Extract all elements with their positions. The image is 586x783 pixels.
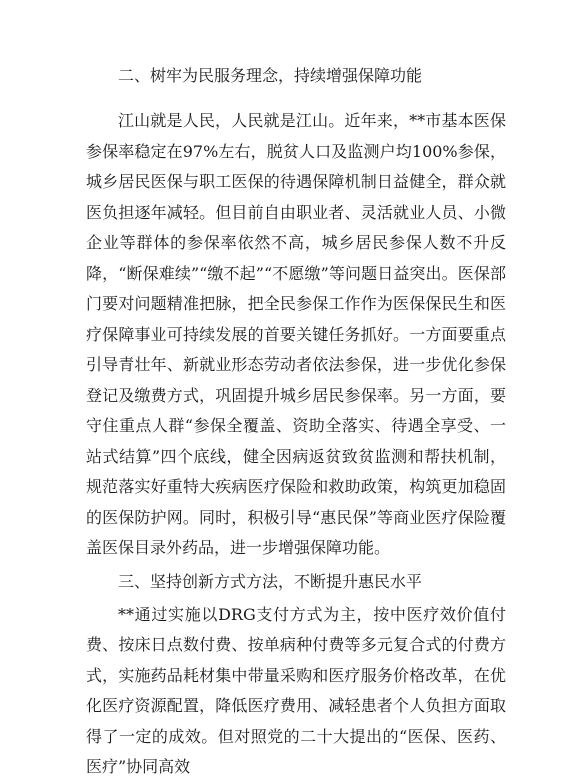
document-body [86, 60, 506, 783]
section-2-paragraph: 江山就是人民，人民就是江山。近年来，**市基本医保参保率稳定在97%左右，脱贫人口及监测户均100%参保，城乡居民医保与职工医保的待遇保障机制日益健全，群众就医负担逐年减轻。但目前自由职业者、灵活就业人员、小微企业等群体的参保率依然不高，城乡居民参保人数不升反降，“断保难续”“缴不起”“不愿缴”等问题日益突出。医保部门要对问题精准把脉，把全民参保工作作为医保保民生和医疗保障事业可持续发展的首要关键任务抓好。一方面要重点引导青壮年、新就业形态劳动者依法参保，进一步优化参保登记及缴费方式，巩固提升城乡居民参保率。另一方面，要守住重点人群“参保全覆盖、资助全落实、待遇全享受、一站式结算”四个底线，健全因病返贫致贫监测和帮扶机制，规范落实好重特大疾病医疗保险和救助政策，构筑更加稳固的医保防护网。同时，积极引导“惠民保”等商业医疗保险覆盖医保目录外药品，进一步增强保障功能。 [86, 111, 506, 557]
section-heading-3: 三、坚持创新方式方法，不断提升惠民水平 [118, 571, 423, 591]
section-3-paragraph: **通过实施以DRG支付方式为主，按中医疗效价值付费、按床日点数付费、按单病种付费等多元复合式的付费方式，实施药品耗材集中带量采购和医疗服务价格改革，在优化医疗资源配置，降低医疗费用、减轻患者个人负担方面取得了一定的成效。但对照党的二十大提出的“医保、医药、医疗”协同高效 [86, 604, 506, 776]
section-heading-2: 二、树牢为民服务理念，持续增强保障功能 [118, 66, 423, 85]
